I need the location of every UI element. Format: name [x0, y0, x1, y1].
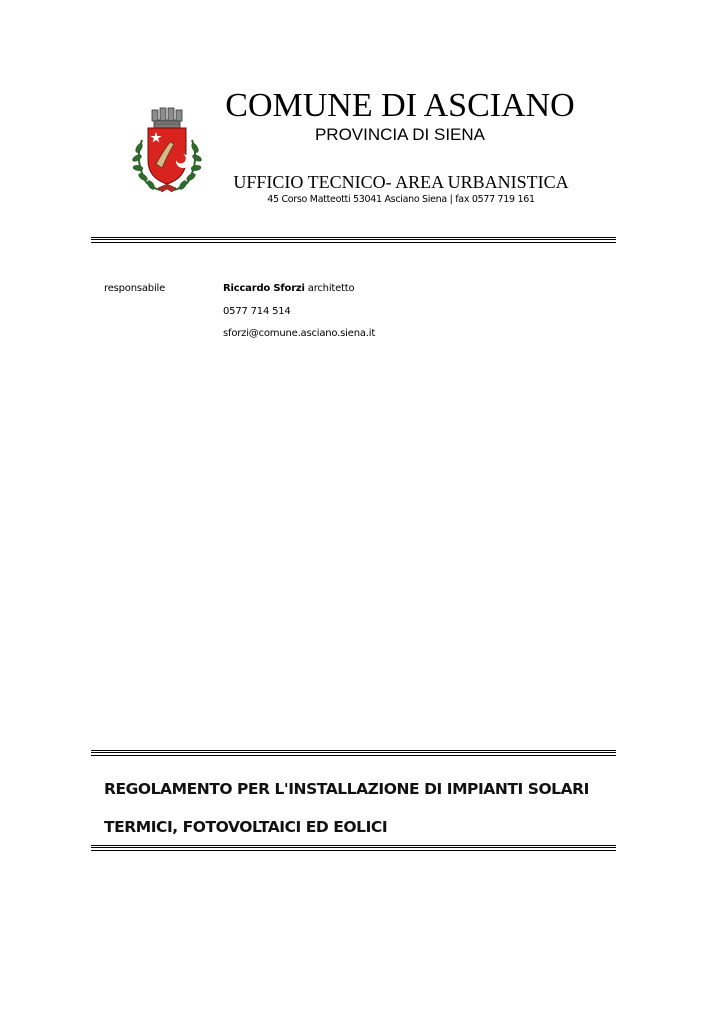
province-subtitle: PROVINCIA DI SIENA	[314, 125, 486, 144]
divider-title-top	[91, 750, 616, 756]
contact-name-line	[223, 282, 354, 296]
contact-email: sforzi@comune.asciano.siena.it	[223, 328, 376, 339]
ribbon-icon	[158, 184, 176, 192]
office-name: UFFICIO TECNICO- AREA URBANISTICA	[233, 172, 569, 192]
office-address: 45 Corso Matteotti 53041 Asciano Siena | fax 0577 719 161	[267, 194, 535, 205]
document-title	[104, 770, 664, 846]
contact-phone: 0577 714 514	[223, 306, 291, 317]
divider-top	[91, 237, 616, 243]
document-title-line-1: REGOLAMENTO PER L'INSTALLAZIONE DI IMPIANTI SOLARI	[104, 780, 589, 798]
contact-role: architetto	[307, 283, 355, 294]
contact-name: Riccardo Sforzi	[223, 283, 305, 294]
coat-of-arms-logo	[130, 104, 204, 196]
document-title-line-2: TERMICI, FOTOVOLTAICI ED EOLICI	[104, 818, 388, 836]
divider-title-bottom	[91, 845, 616, 851]
municipality-title: COMUNE DI ASCIANO	[225, 87, 575, 124]
contact-label: responsabile	[104, 283, 166, 294]
crown-icon	[152, 108, 182, 128]
